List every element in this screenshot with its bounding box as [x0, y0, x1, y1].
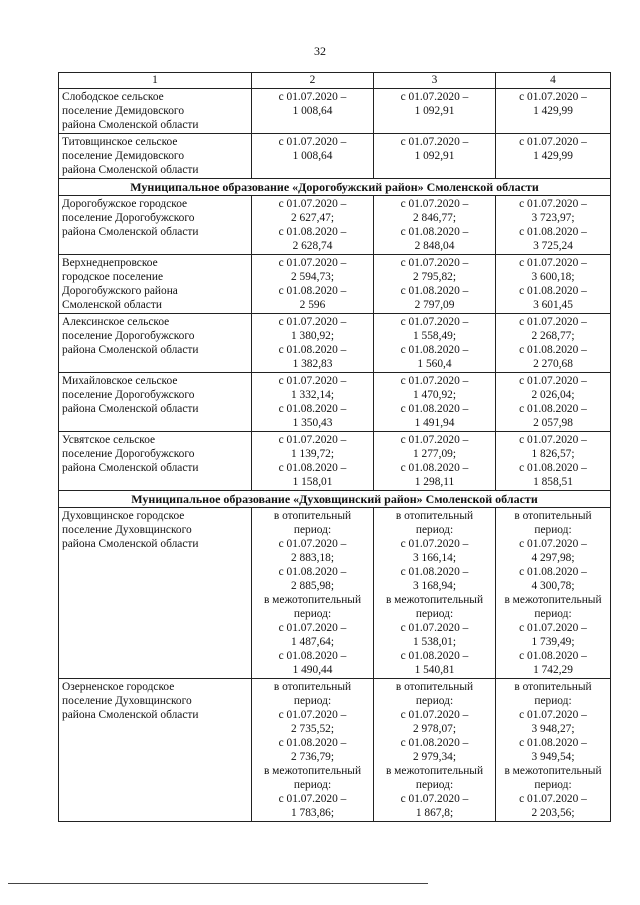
tariff-col4-value: с 01.07.2020 – 1 429,99 [496, 134, 611, 179]
table-row [59, 508, 611, 679]
column-number: 3 [374, 73, 496, 89]
table-row [59, 373, 611, 432]
settlement-name: Дорогобужское городское поселение Дорогобужского района Смоленской области [59, 196, 252, 255]
settlement-name: Усвятское сельское поселение Дорогобужского района Смоленской области [59, 432, 252, 491]
table-row [59, 255, 611, 314]
page-number: 32 [314, 44, 326, 58]
footer-divider [8, 883, 428, 884]
column-number-row [59, 73, 611, 89]
settlement-name: Слободское сельское поселение Демидовского района Смоленской области [59, 89, 252, 134]
tariff-col3-value: в отопительный период: с 01.07.2020 – 3 166,14; с 01.08.2020 – 3 168,94; в межотопительный период: с 01.07.2020 – 1 538,01; с 01.08.2020 – 1 540,81 [374, 508, 496, 679]
tariff-col4-value: с 01.07.2020 – 3 600,18; с 01.08.2020 – 3 601,45 [496, 255, 611, 314]
tariff-col4-value: в отопительный период: с 01.07.2020 – 3 948,27; с 01.08.2020 – 3 949,54; в межотопительный период: с 01.07.2020 – 2 203,56; [496, 679, 611, 822]
tariff-col4-value: в отопительный период: с 01.07.2020 – 4 297,98; с 01.08.2020 – 4 300,78; в межотопительный период: с 01.07.2020 – 1 739,49; с 01.08.2020 – 1 742,29 [496, 508, 611, 679]
tariff-col3-value: с 01.07.2020 – 2 846,77; с 01.08.2020 – 2 848,04 [374, 196, 496, 255]
tariff-col4-value: с 01.07.2020 – 1 429,99 [496, 89, 611, 134]
section-title: Муниципальное образование «Дорогобужский район» Смоленской области [59, 179, 611, 196]
tariff-col4-value: с 01.07.2020 – 3 723,97; с 01.08.2020 – 3 725,24 [496, 196, 611, 255]
section-header-row [59, 179, 611, 196]
settlement-name: Алексинское сельское поселение Дорогобужского района Смоленской области [59, 314, 252, 373]
tariff-col2-value: с 01.07.2020 – 1 008,64 [252, 89, 374, 134]
section-title: Муниципальное образование «Духовщинский район» Смоленской области [59, 491, 611, 508]
section-header-row [59, 491, 611, 508]
table-row [59, 134, 611, 179]
tariff-col3-value: в отопительный период: с 01.07.2020 – 2 978,07; с 01.08.2020 – 2 979,34; в межотопительный период: с 01.07.2020 – 1 867,8; [374, 679, 496, 822]
table-row [59, 196, 611, 255]
tariff-col4-value: с 01.07.2020 – 2 026,04; с 01.08.2020 – 2 057,98 [496, 373, 611, 432]
tariff-col2-value: в отопительный период: с 01.07.2020 – 2 735,52; с 01.08.2020 – 2 736,79; в межотопительный период: с 01.07.2020 – 1 783,86; [252, 679, 374, 822]
tariff-table-body [59, 73, 611, 822]
tariff-col3-value: с 01.07.2020 – 1 277,09; с 01.08.2020 – 1 298,11 [374, 432, 496, 491]
column-number: 2 [252, 73, 374, 89]
settlement-name: Верхнеднепровское городское поселение Дорогобужского района Смоленской области [59, 255, 252, 314]
tariff-col2-value: с 01.07.2020 – 1 008,64 [252, 134, 374, 179]
column-number: 4 [496, 73, 611, 89]
settlement-name: Титовщинское сельское поселение Демидовского района Смоленской области [59, 134, 252, 179]
tariff-col2-value: в отопительный период: с 01.07.2020 – 2 883,18; с 01.08.2020 – 2 885,98; в межотопительный период: с 01.07.2020 – 1 487,64; с 01.08.2020 – 1 490,44 [252, 508, 374, 679]
tariff-col3-value: с 01.07.2020 – 1 092,91 [374, 134, 496, 179]
tariff-col2-value: с 01.07.2020 – 1 139,72; с 01.08.2020 – 1 158,01 [252, 432, 374, 491]
settlement-name: Михайловское сельское поселение Дорогобужского района Смоленской области [59, 373, 252, 432]
table-row [59, 89, 611, 134]
tariff-col2-value: с 01.07.2020 – 2 594,73; с 01.08.2020 – 2 596 [252, 255, 374, 314]
tariff-col3-value: с 01.07.2020 – 1 470,92; с 01.08.2020 – 1 491,94 [374, 373, 496, 432]
tariff-col4-value: с 01.07.2020 – 1 826,57; с 01.08.2020 – 1 858,51 [496, 432, 611, 491]
tariff-col3-value: с 01.07.2020 – 2 795,82; с 01.08.2020 – 2 797,09 [374, 255, 496, 314]
settlement-name: Духовщинское городское поселение Духовщинского района Смоленской области [59, 508, 252, 679]
tariff-col2-value: с 01.07.2020 – 2 627,47; с 01.08.2020 – 2 628,74 [252, 196, 374, 255]
tariff-col4-value: с 01.07.2020 – 2 268,77; с 01.08.2020 – 2 270,68 [496, 314, 611, 373]
tariff-col2-value: с 01.07.2020 – 1 380,92; с 01.08.2020 – 1 382,83 [252, 314, 374, 373]
table-row [59, 314, 611, 373]
tariff-col2-value: с 01.07.2020 – 1 332,14; с 01.08.2020 – 1 350,43 [252, 373, 374, 432]
settlement-name: Озерненское городское поселение Духовщинского района Смоленской области [59, 679, 252, 822]
column-number: 1 [59, 73, 252, 89]
tariff-col3-value: с 01.07.2020 – 1 092,91 [374, 89, 496, 134]
table-row [59, 679, 611, 822]
tariff-table [58, 72, 611, 822]
table-row [59, 432, 611, 491]
tariff-col3-value: с 01.07.2020 – 1 558,49; с 01.08.2020 – 1 560,4 [374, 314, 496, 373]
